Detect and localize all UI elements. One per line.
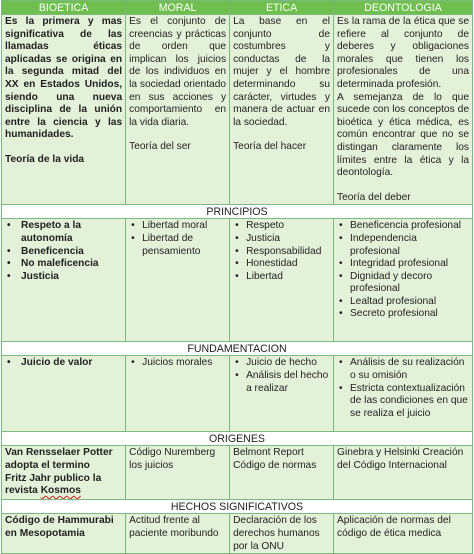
section-row-origenes xyxy=(2,432,473,446)
list-item: • Justicia xyxy=(5,271,122,284)
section-principios: PRINCIPIOS xyxy=(2,205,473,219)
header-moral: MORAL xyxy=(126,1,230,15)
header-etica: ETICA xyxy=(230,1,334,15)
list-item: • Responsabilidad xyxy=(233,246,330,259)
hechos-deontologia: Aplicación de normas del código de ética medica xyxy=(334,514,473,554)
definition-bioetica xyxy=(2,15,126,205)
principios-bioetica xyxy=(2,219,126,342)
definition-moral xyxy=(126,15,230,205)
list-item: • Juicios morales xyxy=(129,357,226,370)
section-row-hechos xyxy=(2,500,473,514)
definition-row xyxy=(2,15,473,205)
etica-theory: Teoría del hacer xyxy=(233,141,307,153)
list-item: • Dignidad y decoro profesional xyxy=(337,271,469,296)
kosmos-misspelled-word: Kosmos xyxy=(40,485,81,497)
origenes-moral-line-1: Código Nuremberg xyxy=(129,447,216,459)
list-item: • Libertad xyxy=(233,271,330,284)
fundamentacion-deontologia xyxy=(334,356,473,432)
hechos-moral: Actitud frente al paciente moribundo xyxy=(126,514,230,554)
principios-moral xyxy=(126,219,230,342)
origenes-row xyxy=(2,446,473,500)
origenes-bioetica-line-2 xyxy=(5,473,122,498)
origenes-bioetica-line-1: Van Rensselaer Potter adopta el termino xyxy=(5,447,113,471)
origenes-deontologia-text: Ginebra y Helsinki Creación del Código Internacional xyxy=(337,447,464,471)
list-item: • Integridad profesional xyxy=(337,258,469,271)
etica-definition-text: La base en el conjunto de costumbres y conductas de la mujer y el hombre determinando su carácter, virtudes y manera de actuar en la sociedad. xyxy=(233,16,331,128)
origenes-etica-line-2: Código de normas xyxy=(233,459,317,471)
list-item: • Beneficencia xyxy=(5,246,122,259)
deontologia-definition-text-2: A semejanza de lo que sucede con los conceptos de bioética y ética médica, es común encontrar que no se distingan claramente los límites entre la ética y la deontología. xyxy=(337,91,469,179)
fundamentacion-row xyxy=(2,356,473,432)
list-item: • Justicia xyxy=(233,233,330,246)
list-item: • Libertad moral xyxy=(129,220,226,233)
origenes-bioetica-text: Fritz Jahr publico la revista xyxy=(5,472,102,497)
list-item: • Independencia profesional xyxy=(337,233,469,258)
fundamentacion-bioetica xyxy=(2,356,126,432)
header-row xyxy=(2,1,473,15)
origenes-etica xyxy=(230,446,334,500)
origenes-deontologia xyxy=(334,446,473,500)
header-deontologia: DEONTOLOGIA xyxy=(334,1,473,15)
origenes-moral-line-2: los juicios xyxy=(129,459,174,471)
hechos-row xyxy=(2,514,473,554)
list-item: • Honestidad xyxy=(233,258,330,271)
deontologia-definition-text: Es la rama de la ética que se refiere al conjunto de deberes y obligaciones morales que tienen los profesionales de una determinada profesión. xyxy=(337,16,469,90)
principios-deontologia xyxy=(334,219,473,342)
list-item: • Análisis de su realización o su omisión xyxy=(337,357,469,382)
list-item: • Estricta contextualización de las condiciones en que se realiza el juicio xyxy=(337,383,469,421)
list-item: • Respeto xyxy=(233,220,330,233)
list-item: • Libertad de pensamiento xyxy=(129,233,226,258)
principios-etica xyxy=(230,219,334,342)
section-row-principios xyxy=(2,205,473,219)
principios-row xyxy=(2,219,473,342)
list-item: • No maleficencia xyxy=(5,258,122,271)
deontologia-theory: Teoría del deber xyxy=(337,191,411,203)
definition-deontologia xyxy=(334,15,473,205)
list-item: • Análisis del hecho a realizar xyxy=(233,370,330,395)
section-hechos: HECHOS SIGNIFICATIVOS xyxy=(2,500,473,514)
fundamentacion-etica xyxy=(230,356,334,432)
list-item: • Respeto a la autonomía xyxy=(5,220,122,245)
hechos-etica: Declaración de los derechos humanos por la ONU xyxy=(230,514,334,554)
comparison-table xyxy=(1,0,473,554)
list-item: • Beneficencia profesional xyxy=(337,220,469,233)
section-fundamentacion: FUNDAMENTACION xyxy=(2,342,473,356)
section-row-fundamentacion xyxy=(2,342,473,356)
header-bioetica: BIOETICA xyxy=(2,1,126,15)
fundamentacion-moral xyxy=(126,356,230,432)
moral-definition-text: Es el conjunto de creencias y prácticas de orden que implican los juicios de los individuos en la sociedad orientado en sus acciones y comportamiento en la vida diaria. xyxy=(129,16,227,128)
bioetica-theory: Teoría de la vida xyxy=(5,153,85,165)
bioetica-definition-text: Es la primera y mas significativa de las llamadas éticas aplicadas se origina en la segunda mitad del XX en Estados Unidos, siendo una nueva disciplina de la unión entre la ciencia y las humanidades. xyxy=(5,16,123,141)
list-item: • Secreto profesional xyxy=(337,308,469,321)
list-item: • Lealtad profesional xyxy=(337,296,469,309)
origenes-bioetica xyxy=(2,446,126,500)
hechos-bioetica: Código de Hammurabi en Mesopotamia xyxy=(2,514,126,554)
list-item: • Juicio de hecho xyxy=(233,357,330,370)
origenes-moral xyxy=(126,446,230,500)
moral-theory: Teoría del ser xyxy=(129,141,191,153)
section-origenes: ORIGENES xyxy=(2,432,473,446)
list-item: • Juicio de valor xyxy=(5,357,122,370)
definition-etica xyxy=(230,15,334,205)
origenes-etica-line-1: Belmont Report xyxy=(233,447,304,459)
